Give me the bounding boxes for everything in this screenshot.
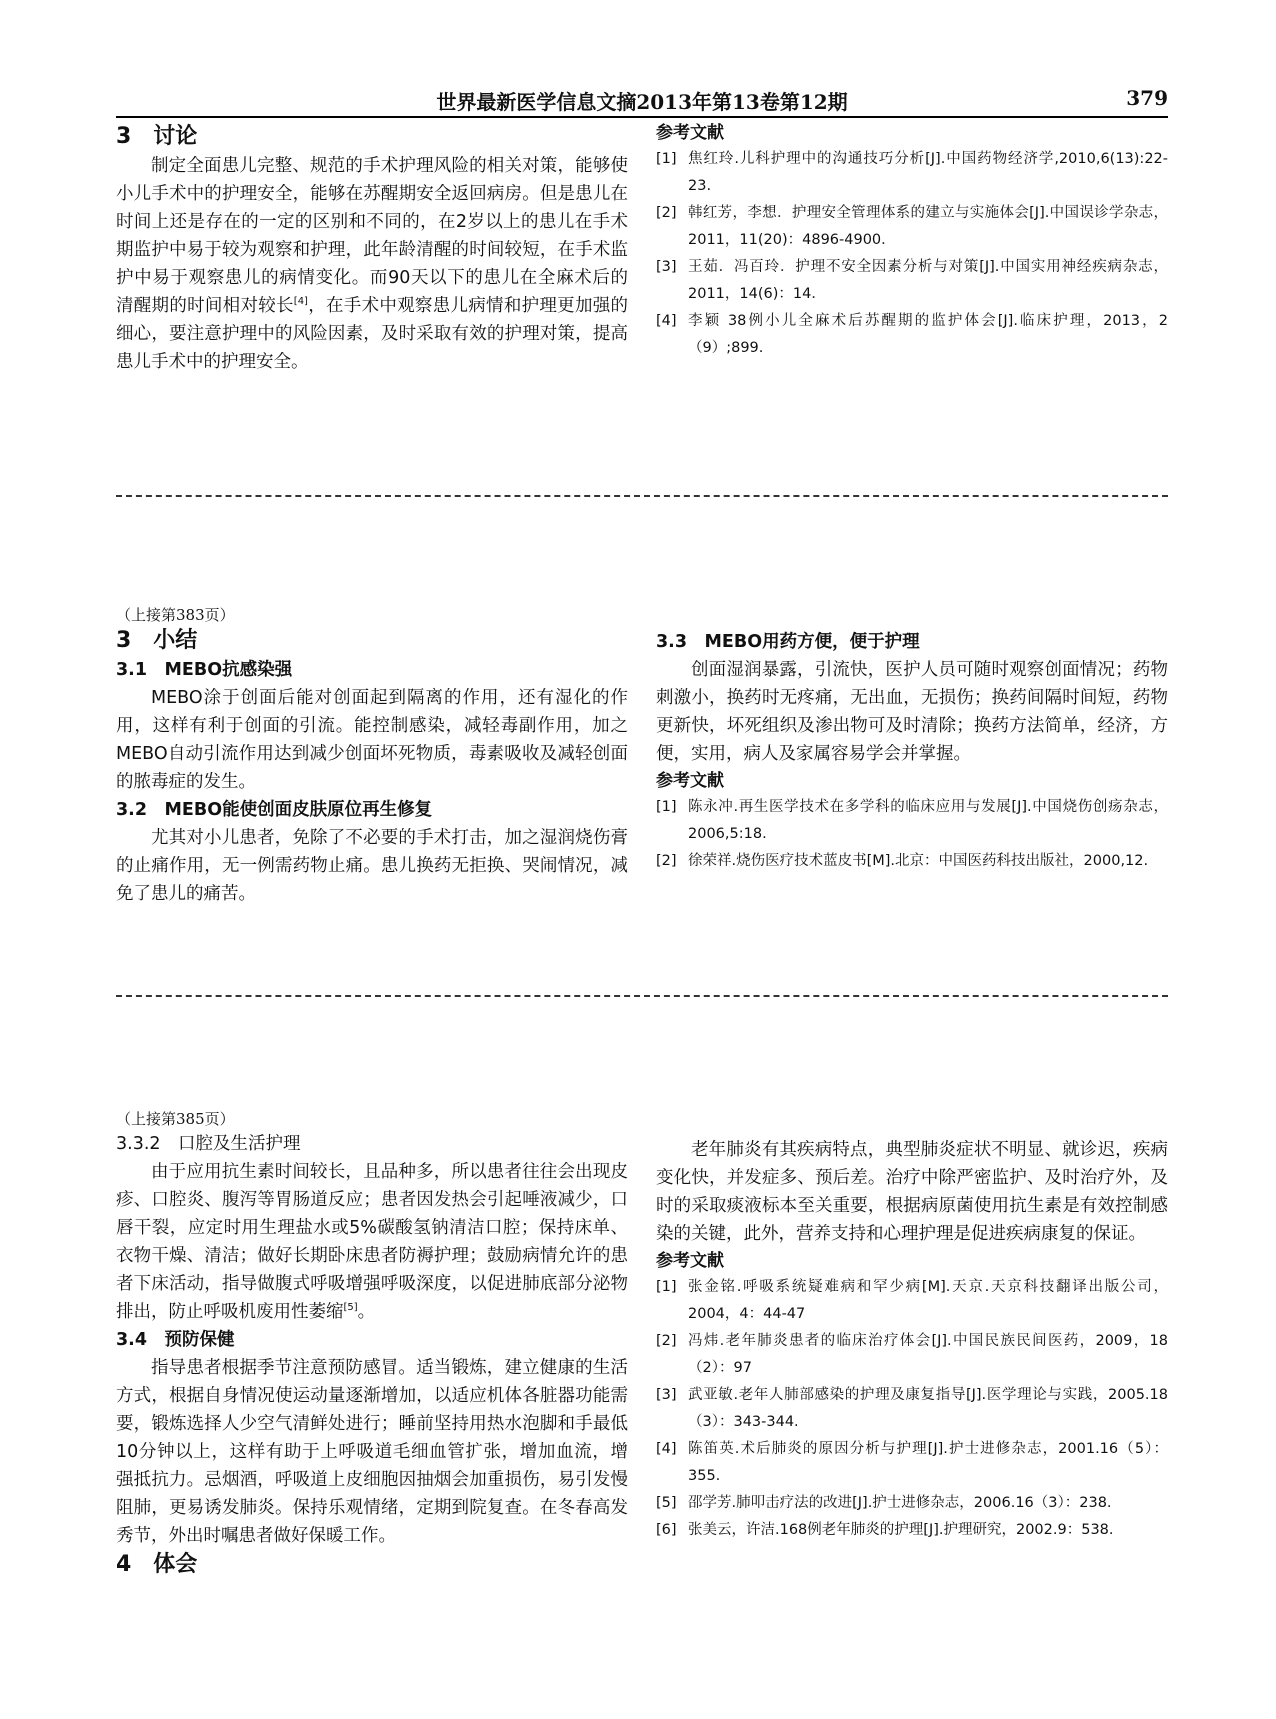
reference-item: [1] 张金铭.呼吸系统疑难病和罕少病[M].天京.天京科技翻译出版公司，2004，4：44-47 xyxy=(656,1279,1168,1322)
subsection-title: 3.4 预防保健 xyxy=(116,1330,235,1350)
subsection-text: MEBO涂于创面后能对创面起到隔离的作用，还有湿化的作用，这样有利于创面的引流。能控制感染，减轻毒副作用，加之MEBO自动引流作用达到减少创面坏死物质，毒素吸收及减轻创面的脓毒症的发生。 xyxy=(116,688,628,792)
subsection-title: 3.1 MEBO抗感染强 xyxy=(116,660,293,680)
references-title: 参考文献 xyxy=(656,1251,724,1271)
page-number: 379 xyxy=(1126,86,1168,110)
reference-item: [2] 徐荣祥.烧伤医疗技术蓝皮书[M].北京：中国医药科技出版社，2000,12. xyxy=(656,853,1149,869)
reference-item: [4] 李颖 38例小儿全麻术后苏醒期的监护体会[J].临床护理，2013，2（9）;899. xyxy=(656,313,1168,356)
journal-title: 世界最新医学信息文摘2013年第13卷第12期 xyxy=(436,90,848,114)
section-divider xyxy=(116,495,1168,497)
reference-item: [2] 冯炜.老年肺炎患者的临床治疗体会[J].中国民族民间医药，2009，18（2）：97 xyxy=(656,1333,1168,1376)
reference-item: [4] 陈笛英.术后肺炎的原因分析与护理[J].护士进修杂志，2001.16（5）：355. xyxy=(656,1441,1168,1484)
citation-marker: [4] xyxy=(293,296,308,308)
section-heading: 3 讨论 xyxy=(116,124,198,149)
section3-right-column xyxy=(656,1136,1168,1544)
citation-marker: [5] xyxy=(343,1302,358,1314)
reference-item: [6] 张美云，许洁.168例老年肺炎的护理[J].护理研究，2002.9：538. xyxy=(656,1522,1114,1538)
section1-left-column xyxy=(116,122,628,376)
reference-item: [3] 武亚敏.老年人肺部感染的护理及康复指导[J].医学理论与实践，2005.18（3）：343-344. xyxy=(656,1387,1168,1430)
references-title: 参考文献 xyxy=(656,123,724,143)
continued-note: （上接第383页） xyxy=(116,606,235,624)
subsection-text: 创面湿润暴露，引流快，医护人员可随时观察创面情况；药物刺激小，换药时无疼痛，无出血，无损伤；换药间隔时间短，药物更新快，坏死组织及渗出物可及时清除；换药方法简单，经济，方便，实用，病人及家属容易学会并掌握。 xyxy=(656,660,1168,764)
subsection-text: 由于应用抗生素时间较长，且品种多，所以患者往往会出现皮疹、口腔炎、腹泻等胃肠道反应；患者因发热会引起唾液减少，口唇干裂，应定时用生理盐水或5%碳酸氢钠清洁口腔；保持床单、衣物干燥、清洁；做好长期卧床患者防褥护理；鼓励病情允许的患者下床活动，指导做腹式呼吸增强呼吸深度，以促进肺底部分泌物排出，防止呼吸机废用性萎缩[5]。 xyxy=(116,1162,628,1322)
reference-item: [2] 韩红芳，李想．护理安全管理体系的建立与实施体会[J].中国误诊学杂志，2011，11(20)：4896-4900． xyxy=(656,205,1168,248)
reference-item: [3] 王茹．冯百玲．护理不安全因素分析与对策[J].中国实用神经疾病杂志，2011，14(6)：14． xyxy=(656,259,1168,302)
section2-left-column xyxy=(116,604,628,908)
discussion-paragraph: 制定全面患儿完整、规范的手术护理风险的相关对策，能够使小儿手术中的护理安全，能够在苏醒期安全返回病房。但是患儿在时间上还是存在的一定的区别和不同的，在2岁以上的患儿在手术期监护中易于较为观察和护理，此年龄清醒的时间较短，在手术监护中易于观察患儿的病情变化。而90天以下的患儿在全麻术后的清醒期的时间相对较长[4]，在手术中观察患儿病情和护理更加强的细心，要注意护理中的风险因素，及时采取有效的护理对策，提高患儿手术中的护理安全。 xyxy=(116,156,628,372)
reference-item: [1] 焦红玲.儿科护理中的沟通技巧分析[J].中国药物经济学,2010,6(13):22-23. xyxy=(656,151,1168,194)
section-divider xyxy=(116,995,1168,997)
section-heading: 3 小结 xyxy=(116,628,198,653)
section3-left-column xyxy=(116,1108,628,1580)
continued-note: （上接第385页） xyxy=(116,1110,235,1128)
reference-item: [5] 邵学芳.肺叩击疗法的改进[J].护士进修杂志，2006.16（3）：238. xyxy=(656,1495,1112,1511)
running-header xyxy=(116,86,1168,118)
references-title: 参考文献 xyxy=(656,771,724,791)
conclusion-paragraph: 老年肺炎有其疾病特点，典型肺炎症状不明显、就诊迟，疾病变化快，并发症多、预后差。治疗中除严密监护、及时治疗外，及时的采取痰液标本至关重要，根据病原菌使用抗生素是有效控制感染的关键，此外，营养支持和心理护理是促进疾病康复的保证。 xyxy=(656,1140,1168,1244)
section2-right-column xyxy=(656,628,1168,875)
subsection-title: 3.3 MEBO用药方便，便于护理 xyxy=(656,632,920,652)
section-heading: 4 体会 xyxy=(116,1552,198,1577)
subsection-title: 3.3.2 口腔及生活护理 xyxy=(116,1134,301,1154)
subsection-text: 指导患者根据季节注意预防感冒。适当锻炼，建立健康的生活方式，根据自身情况使运动量逐渐增加，以适应机体各脏器功能需要，锻炼选择人少空气清鲜处进行；睡前坚持用热水泡脚和手最低10分钟以上，这样有助于上呼吸道毛细血管扩张，增加血流，增强抵抗力。忌烟酒，呼吸道上皮细胞因抽烟会加重损伤，易引发慢阻肺，更易诱发肺炎。保持乐观情绪，定期到院复查。在冬春高发秀节，外出时嘱患者做好保暖工作。 xyxy=(116,1358,628,1546)
section1-right-column xyxy=(656,120,1168,362)
subsection-title: 3.2 MEBO能使创面皮肤原位再生修复 xyxy=(116,800,433,820)
subsection-text: 尤其对小儿患者，免除了不必要的手术打击，加之湿润烧伤膏的止痛作用，无一例需药物止痛。患儿换药无拒换、哭闹情况，减免了患儿的痛苦。 xyxy=(116,828,628,904)
reference-item: [1] 陈永冲.再生医学技术在多学科的临床应用与发展[J].中国烧伤创疡杂志，2006,5:18. xyxy=(656,799,1168,842)
